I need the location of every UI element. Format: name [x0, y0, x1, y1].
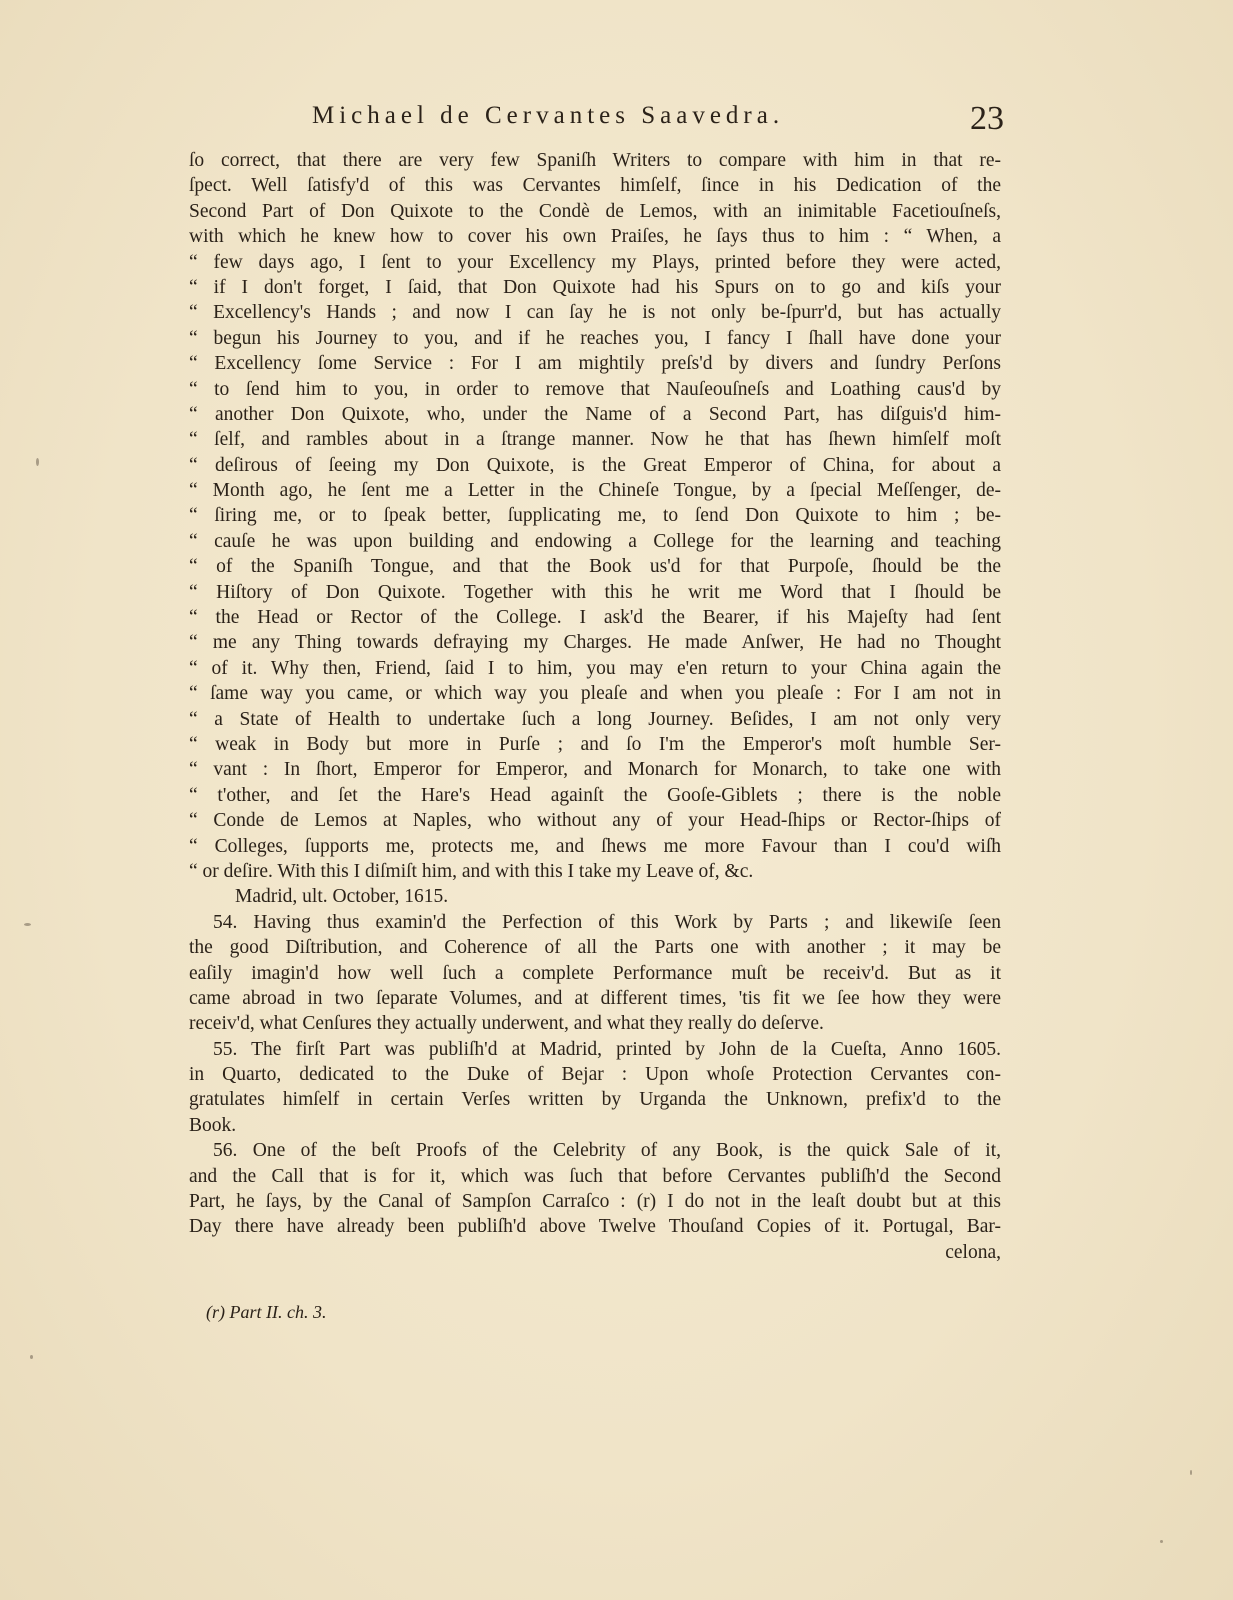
text-line: “ Excellency's Hands ; and now I can ſay he is not only be-ſpurr'd, but has actually — [189, 302, 1001, 324]
text-line: and the Call that is for it, which was ſuch that before Cervantes publiſh'd the Second — [189, 1165, 1001, 1187]
running-head-title: Michael de Cervantes Saavedra. — [312, 102, 785, 129]
body-text — [189, 148, 1001, 1265]
text-line: the good Diſtribution, and Coherence of all the Parts one with another ; it may be — [189, 937, 1001, 959]
paper-speck — [1190, 1470, 1192, 1475]
paper-speck — [24, 923, 31, 926]
text-line: “ few days ago, I ſent to your Excellency my Plays, printed before they were acted, — [189, 251, 1001, 273]
text-line: “ deſirous of ſeeing my Don Quixote, is the Great Emperor of China, for about a — [189, 454, 1001, 476]
text-line: “ ſame way you came, or which way you pleaſe and when you pleaſe : For I am not in — [189, 683, 1001, 705]
text-line: “ Hiſtory of Don Quixote. Together with this he writ me Word that I ſhould be — [189, 581, 1001, 603]
text-line: ſpect. Well ſatisfy'd of this was Cervantes himſelf, ſince in his Dedication of the — [189, 175, 1001, 197]
paragraph-start: 54. Having thus examin'd the Perfection of this Work by Parts ; and likewiſe ſeen — [213, 911, 1001, 933]
catchword: celona, — [945, 1241, 1001, 1263]
text-line: “ weak in Body but more in Purſe ; and ſo I'm the Emperor's moſt humble Ser- — [189, 733, 1001, 755]
text-line: “ or deſire. With this I diſmiſt him, and with this I take my Leave of, &c. — [189, 860, 754, 882]
text-line: “ t'other, and ſet the Hare's Head againſt the Gooſe-Giblets ; there is the noble — [189, 784, 1001, 806]
text-line: Second Part of Don Quixote to the Condè de Lemos, with an inimitable Facetiouſneſs, — [189, 200, 1001, 222]
text-line: eaſily imagin'd how well ſuch a complete Performance muſt be receiv'd. But as it — [189, 962, 1001, 984]
dateline: Madrid, ult. October, 1615. — [235, 886, 449, 908]
running-head — [312, 102, 962, 130]
text-line: “ the Head or Rector of the College. I ask'd the Bearer, if his Majeſty had ſent — [189, 607, 1001, 629]
page-number: 23 — [970, 100, 1004, 137]
text-line: “ Conde de Lemos at Naples, who without any of your Head-ſhips or Rector-ſhips of — [189, 810, 1001, 832]
text-line: receiv'd, what Cenſures they actually underwent, and what they really do deſerve. — [189, 1013, 824, 1035]
text-line: “ vant : In ſhort, Emperor for Emperor, and Monarch for Monarch, to take one with — [189, 759, 1001, 781]
paper-speck — [1160, 1540, 1163, 1543]
paper-speck — [36, 458, 39, 466]
text-line: “ ſiring me, or to ſpeak better, ſupplicating me, to ſend Don Quixote to him ; be- — [189, 505, 1001, 527]
text-line: gratulates himſelf in certain Verſes written by Urganda the Unknown, prefix'd to the — [189, 1089, 1001, 1111]
text-line: “ Month ago, he ſent me a Letter in the Chineſe Tongue, by a ſpecial Meſſenger, de- — [189, 480, 1001, 502]
text-line: Part, he ſays, by the Canal of Sampſon Carraſco : (r) I do not in the leaſt doubt but at this — [189, 1191, 1001, 1213]
text-line: in Quarto, dedicated to the Duke of Bejar : Upon whoſe Protection Cervantes con- — [189, 1064, 1001, 1086]
text-line: “ me any Thing towards defraying my Charges. He made Anſwer, He had no Thought — [189, 632, 1001, 654]
text-line: “ another Don Quixote, who, under the Name of a Second Part, has diſguis'd him- — [189, 403, 1001, 425]
footnote: (r) Part II. ch. 3. — [206, 1302, 327, 1322]
text-line: with which he knew how to cover his own Praiſes, he ſays thus to him : “ When, a — [189, 226, 1001, 248]
text-line: “ cauſe he was upon building and endowing a College for the learning and teaching — [189, 530, 1001, 552]
text-line: “ to ſend him to you, in order to remove that Nauſeouſneſs and Loathing caus'd by — [189, 378, 1001, 400]
text-line: Day there have already been publiſh'd above Twelve Thouſand Copies of it. Portugal, Bar- — [189, 1216, 1001, 1238]
text-line: “ begun his Journey to you, and if he reaches you, I fancy I ſhall have done your — [189, 327, 1001, 349]
text-line: “ of the Spaniſh Tongue, and that the Book us'd for that Purpoſe, ſhould be the — [189, 556, 1001, 578]
text-line: “ a State of Health to undertake ſuch a long Journey. Beſides, I am not only very — [189, 708, 1001, 730]
text-line: “ ſelf, and rambles about in a ſtrange manner. Now he that has ſhewn himſelf moſt — [189, 429, 1001, 451]
text-line: “ if I don't forget, I ſaid, that Don Quixote had his Spurs on to go and kiſs your — [189, 276, 1001, 298]
text-line: ſo correct, that there are very few Spaniſh Writers to compare with him in that re- — [189, 150, 1001, 171]
text-line: Book. — [189, 1114, 237, 1136]
paper-speck — [30, 1355, 33, 1359]
text-line: “ of it. Why then, Friend, ſaid I to him, you may e'en return to your China again the — [189, 657, 1001, 679]
paragraph-start: 55. The firſt Part was publiſh'd at Madrid, printed by John de la Cueſta, Anno 1605. — [213, 1038, 1001, 1060]
text-line: “ Excellency ſome Service : For I am mightily preſs'd by divers and ſundry Perſons — [189, 353, 1001, 375]
text-line: “ Colleges, ſupports me, protects me, and ſhews me more Favour than I cou'd wiſh — [189, 835, 1001, 857]
text-line: came abroad in two ſeparate Volumes, and at different times, 'tis fit we ſee how they were — [189, 987, 1001, 1009]
paragraph-start: 56. One of the beſt Proofs of the Celebrity of any Book, is the quick Sale of it, — [213, 1140, 1001, 1162]
